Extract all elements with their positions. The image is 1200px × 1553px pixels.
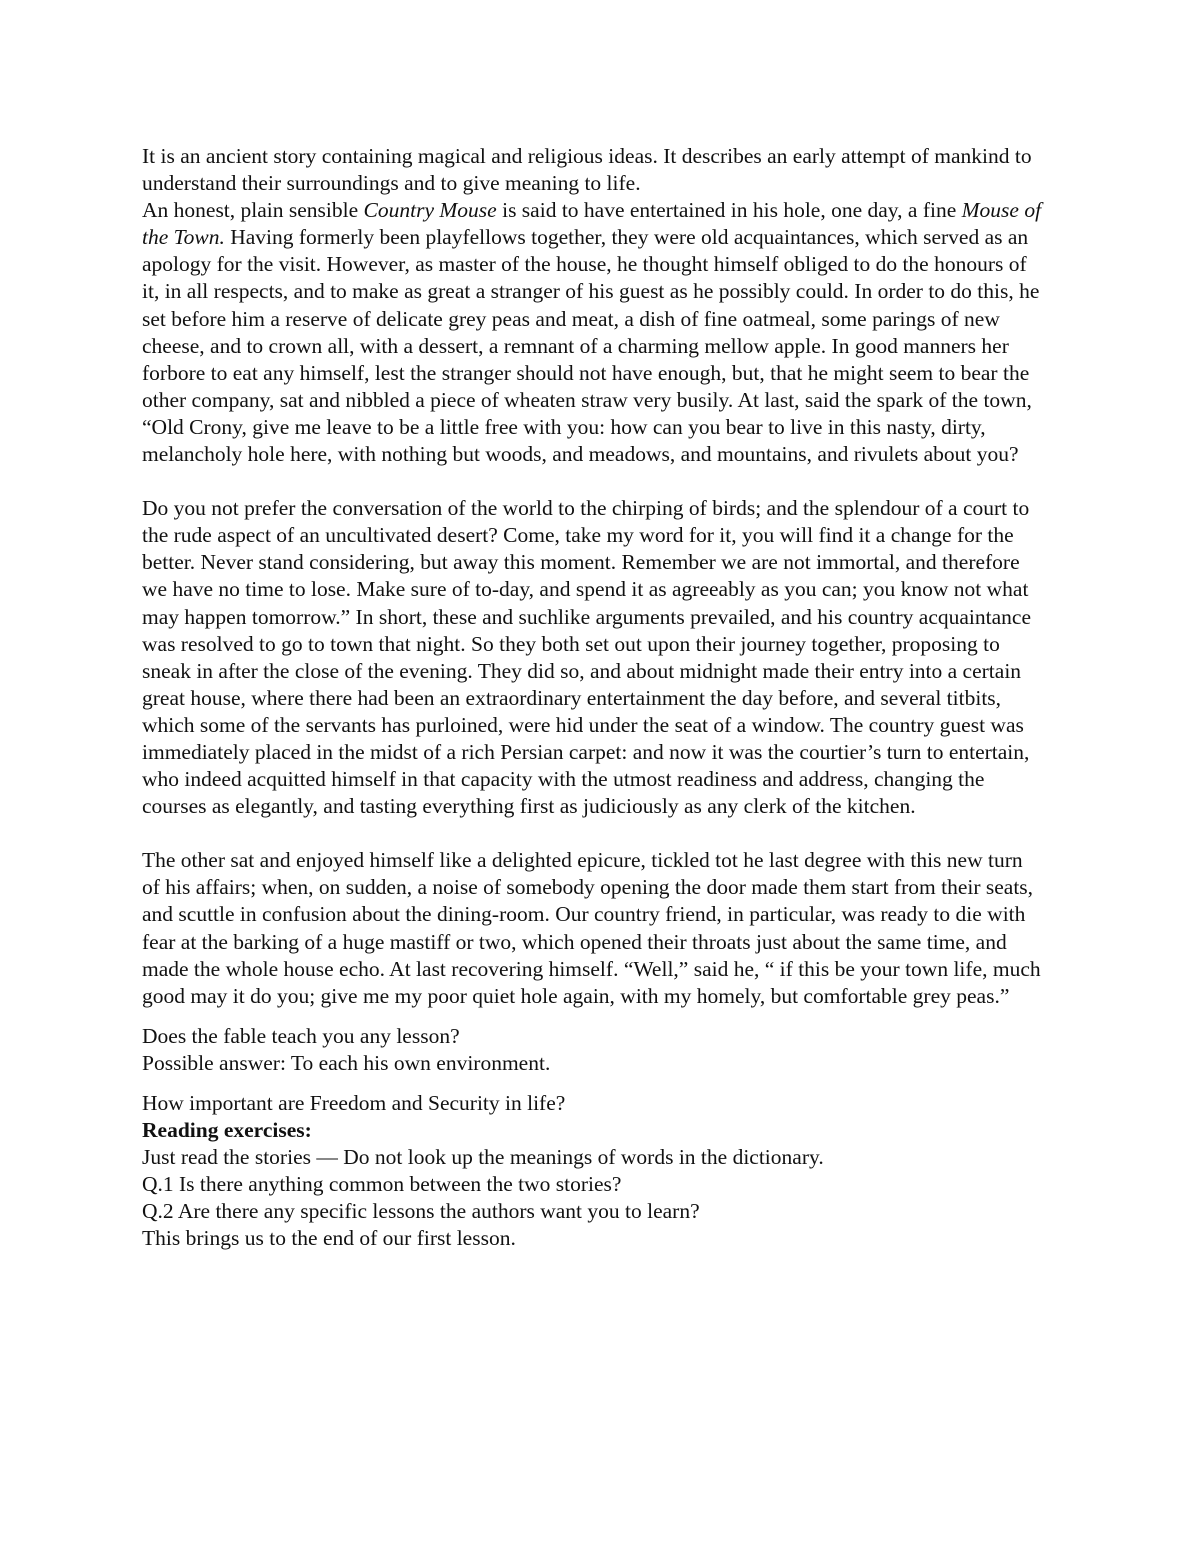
story-text: Having formerly been playfellows together, they were old acquaintances, which served as an apology for the visit. However, as master of the house, he thought himself obliged to do the honours of it, in all respects, and to make as great a stranger of his guest as he possibly could. In order to do this, he set before him a reserve of delicate grey peas and meat, a dish of fine oatmeal, some parings of new cheese, and to crown all, with a dessert, a remnant of a charming mellow apple. In good manners her forbore to eat any himself, lest the stranger should not have enough, but, that he might seem to bear the other company, sat and nibbled a piece of wheaten straw very busily. At last, said the spark of the town, “Old Crony, give me leave to be a little free with you: how can you bear to live in this nasty, dirty, melancholy hole here, with nothing but woods, and meadows, and mountains, and rivulets about you? <box>142 225 1040 467</box>
exercise-question-1: Q.1 Is there anything common between the two stories? <box>142 1172 622 1197</box>
document-page <box>142 143 1042 1253</box>
possible-answer: Possible answer: To each his own environment. <box>142 1050 551 1075</box>
exercises-instruction: Just read the stories — Do not look up the meanings of words in the dictionary. <box>142 1145 824 1170</box>
story-paragraph-3: The other sat and enjoyed himself like a delighted epicure, tickled tot he last degree with this new turn of his affairs; when, on sudden, a noise of somebody opening the door made them start from their seats, and scuttle in confusion about the dining-room. Our country friend, in particular, was ready to die with fear at the barking of a huge mastiff or two, which opened their throats just about the same time, and made the whole house echo. At last recovering himself. “Well,” said he, “ if this be your town life, much good may it do you; give me my poor quiet hole again, with my homely, but comfortable grey peas.” <box>142 848 1041 1008</box>
paragraph-gap <box>142 1010 1042 1023</box>
exercise-question-2: Q.2 Are there any specific lessons the authors want you to learn? <box>142 1199 700 1224</box>
paragraph-gap <box>142 820 1042 847</box>
intro-paragraph: It is an ancient story containing magical and religious ideas. It describes an early attempt of mankind to understand their surroundings and to give meaning to life. <box>142 144 1032 196</box>
exercises-heading-text: Reading exercises: <box>142 1118 312 1143</box>
italic-country-mouse: Country Mouse <box>363 198 497 223</box>
paragraph-gap <box>142 468 1042 495</box>
italic-mouse-of-the-town: Mouse of the Town. <box>142 198 1042 250</box>
closing-line: This brings us to the end of our first lesson. <box>142 1226 516 1251</box>
story-text: is said to have entertained in his hole, one day, a fine <box>496 198 962 223</box>
lesson-question: Does the fable teach you any lesson? <box>142 1023 460 1048</box>
exercises-heading <box>142 1117 1042 1144</box>
story-paragraph-1 <box>142 197 1042 468</box>
story-text: An honest, plain sensible <box>142 198 364 223</box>
paragraph-gap <box>142 1077 1042 1090</box>
freedom-question: How important are Freedom and Security in life? <box>142 1091 566 1115</box>
story-paragraph-2: Do you not prefer the conversation of the world to the chirping of birds; and the splendour of a court to the rude aspect of an uncultivated desert? Come, take my word for it, you will find it a change for the better. Never stand considering, but away this moment. Remember we are not immortal, and therefore we have no time to lose. Make sure of to-day, and spend it as agreeably as you can; you know not what may happen tomorrow.” In short, these and suchlike arguments prevailed, and his country acquaintance was resolved to go to town that night. So they both set out upon their journey together, proposing to sneak in after the close of the evening. They did so, and about midnight made their entry into a certain great house, where there had been an extraordinary entertainment the day before, and several titbits, which some of the servants has purloined, were hid under the seat of a window. The country guest was immediately placed in the midst of a rich Persian carpet: and now it was the courtier’s turn to entertain, who indeed acquitted himself in that capacity with the utmost readiness and address, changing the courses as elegantly, and tasting everything first as judiciously as any clerk of the kitchen. <box>142 496 1031 819</box>
